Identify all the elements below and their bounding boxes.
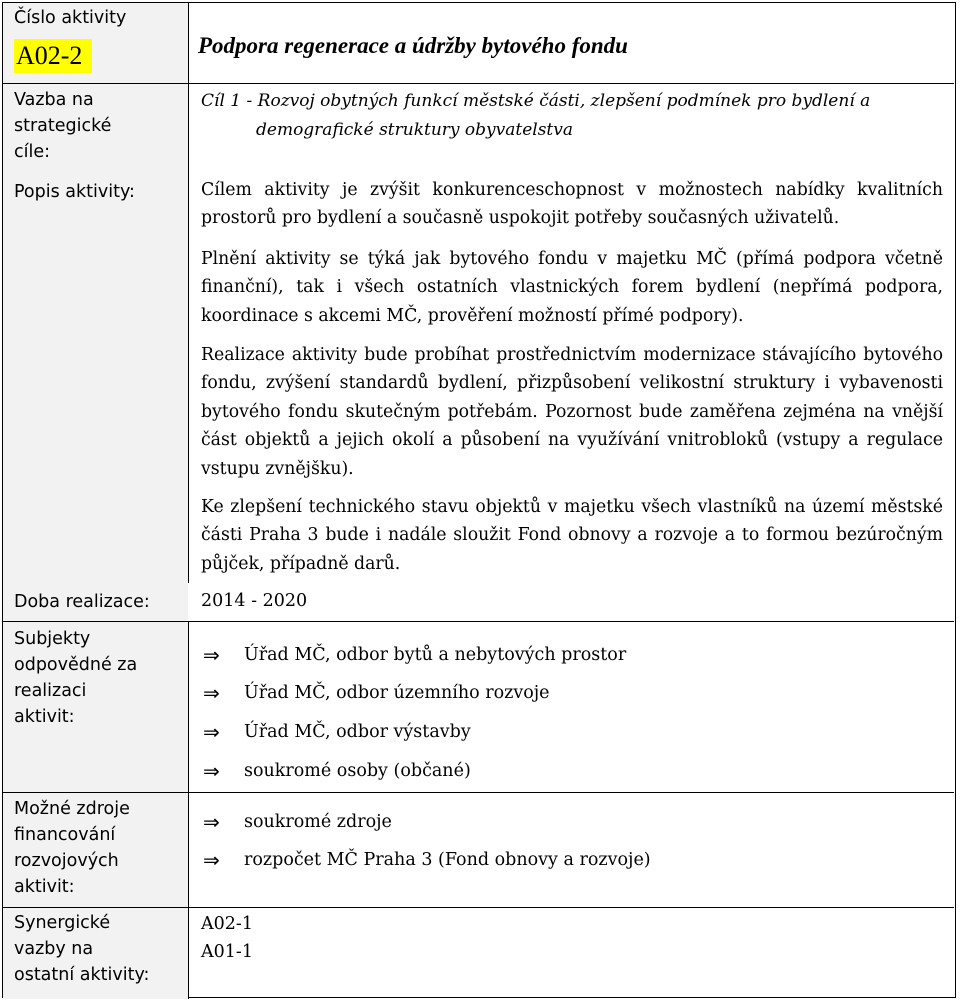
double-arrow-icon: ⇒ [203, 643, 220, 667]
row-divider [3, 907, 954, 908]
double-arrow-icon: ⇒ [203, 810, 220, 834]
synergy-item: A01-1 [201, 942, 253, 962]
description-paragraph: Ke zlepšení technického stavu objektů v majetku všech vlastníků na území městské části Praha 3 bude i nadále sloužit Fond obnovy a rozvoje a to formou bezúročným půjček, případně darů. [201, 497, 943, 574]
strategic-goal-line: demografické struktury obyvatelstva [256, 120, 573, 140]
double-arrow-icon: ⇒ [203, 681, 220, 705]
description-paragraph: Plnění aktivity se týká jak bytového fondu v majetku MČ (přímá podpora včetně finanční), tak i všech ostatních vlastnických forem bydlení (nepřímá podpora, koordinace s akcemi MČ, prověření možností přímé podpory). [201, 249, 943, 326]
double-arrow-icon: ⇒ [203, 720, 220, 744]
responsible-subjects-label: Subjekty odpovědné za realizaci aktivit: [14, 629, 138, 727]
duration-label: Doba realizace: [14, 592, 150, 612]
strategic-goal-line: Cíl 1 - Rozvoj obytných funkcí městské části, zlepšení podmínek pro bydlení a [201, 91, 871, 111]
activity-number-label: Číslo aktivity [14, 8, 127, 28]
row-divider [3, 792, 954, 793]
activity-table: Číslo aktivity A02-2 Podpora regenerace a údržby bytového fondu Vazba na strategické cíle: Cíl 1 - Rozvoj obytných funkcí městské části, zlepšení podmínek pro bydlení a demografické struktury obyvatelstva Popis aktivity: Cílem aktivity je zvýšit konkurenceschopnost v možnostech nabídky kvalitních prostorů pro bydlení a současně uspokojit potřeby současných uživatelů. Plnění aktivity se týká jak bytového fondu v majetku MČ (přímá podpora včetně finanční), tak i všech ostatních vlastnických forem bydlení (nepřímá podpora, koordinace s akcemi MČ, prověření možností přímé podpory). Realizace aktivity bude probíhat prostřednictvím modernizace stávajícího bytového fondu, zvýšení standardů bydlení, přizpůsobení velikostní struktury i vybavenosti bytového fondu skutečným potřebám. Pozornost bude zaměřena zejména na vnější část objektů a jejich okolí a působení na využívání vnitrobloků (vstupy a regulace vstupu zvnějšku). Ke zlepšení technického stavu objektů v majetku všech vlastníků na území městské části Praha 3 bude i nadále sloužit Fond obnovy a rozvoje a to formou bezúročným půjček, případně darů. Doba realizace: 2014 - 2020 Subjekty odpovědné za realizaci aktivit: ⇒ Úřad MČ, odbor bytů a nebytových prostor ⇒ Úřad MČ, odbor územního rozvoje ⇒ Úřad MČ, odbor výstavby ⇒ soukromé osoby (občané) Možné zdroje financování rozvojových aktivit: ⇒ soukromé zdroje ⇒ rozpočet MČ Praha 3 (Fond obnovy a rozvoje) Synergické vazby na ostatní aktivity: A02-1 A01-1 [2, 2, 956, 998]
page-title: Podpora regenerace a údržby bytového fondu [198, 33, 628, 58]
double-arrow-icon: ⇒ [203, 848, 220, 872]
label-column-popis [3, 168, 188, 583]
double-arrow-icon: ⇒ [203, 759, 220, 783]
column-divider [188, 3, 189, 583]
description-paragraph: Realizace aktivity bude probíhat prostřednictvím modernizace stávajícího bytového fondu, zvýšení standardů bydlení, přizpůsobení velikostní struktury i vybavenosti bytového fondu skutečným potřebám. Pozornost bude zaměřena zejména na vnější část objektů a jejich okolí a působení na využívání vnitrobloků (vstupy a regulace vstupu zvnějšku). [201, 345, 943, 479]
duration-value: 2014 - 2020 [201, 591, 308, 611]
funding-sources-label: Možné zdroje financování rozvojových aktivit: [14, 799, 130, 897]
synergy-label: Synergické vazby na ostatní aktivity: [14, 913, 150, 985]
row-divider [3, 83, 954, 84]
column-divider [188, 621, 189, 999]
activity-code: A02-2 [14, 39, 92, 73]
strategic-goals-label: Vazba na strategické cíle: [14, 90, 112, 162]
row-divider [3, 621, 954, 622]
synergy-item: A02-1 [201, 914, 253, 934]
description-label: Popis aktivity: [14, 182, 135, 202]
description-paragraph: Cílem aktivity je zvýšit konkurenceschopnost v možnostech nabídky kvalitních prostorů pro bydlení a současně uspokojit potřeby současných uživatelů. [201, 180, 943, 229]
